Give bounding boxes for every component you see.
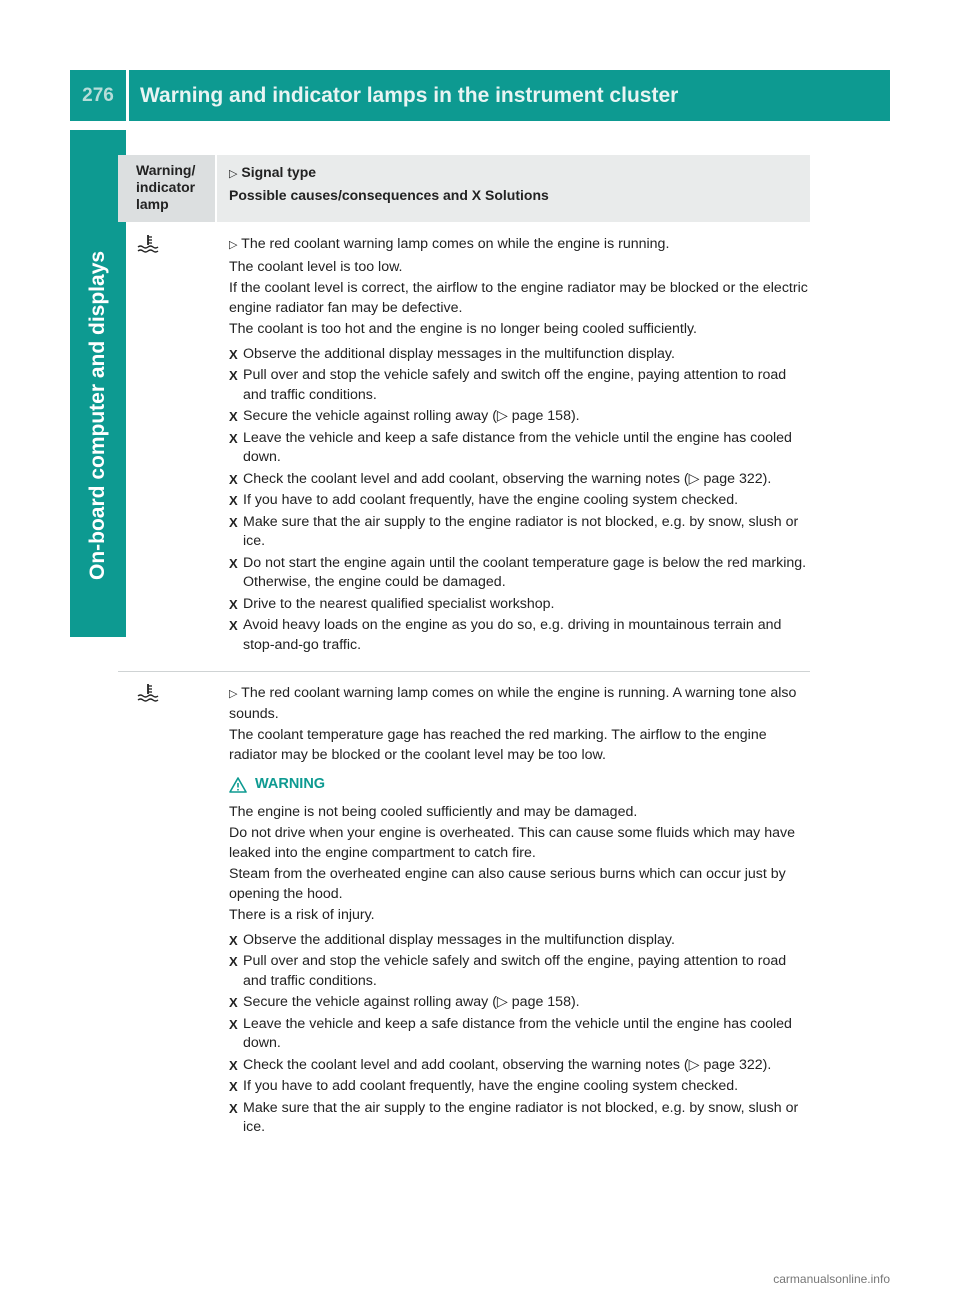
step-marker-icon: X bbox=[229, 618, 238, 633]
solution-step: X Observe the additional display messages in the multifunction display. bbox=[229, 345, 810, 365]
warning-text: The engine is not being cooled sufficiently and may be damaged. bbox=[229, 803, 638, 820]
step-marker-icon: X bbox=[229, 514, 238, 530]
signal-marker-icon: ▷ bbox=[229, 239, 238, 251]
solution-step: X Leave the vehicle and keep a safe distance from the vehicle until the engine has cooled down. bbox=[229, 1015, 792, 1051]
cause-text: If the coolant level is correct, the airflow to the engine radiator may be blocked or the electric engine radiator fan may be defective. bbox=[229, 280, 808, 316]
coolant-temperature-icon bbox=[136, 682, 196, 709]
header-lamp-line: Warning/ bbox=[136, 162, 196, 178]
solution-step: X Make sure that the air supply to the engine radiator is not blocked, e.g. by snow, slush or ice. bbox=[229, 513, 799, 549]
step-marker-icon: X bbox=[229, 995, 238, 1010]
solution-step: X Pull over and stop the vehicle safely and switch off the engine, paying attention to road and traffic conditions. bbox=[229, 953, 787, 989]
header-solutions: Solutions bbox=[485, 187, 549, 203]
solution-step: X Secure the vehicle against rolling away (▷ page 158). bbox=[229, 407, 810, 427]
row-content bbox=[118, 684, 810, 795]
step-marker-icon: X bbox=[229, 596, 238, 612]
footer-watermark: carmanualsonline.info bbox=[773, 1272, 890, 1286]
page-title: Warning and indicator lamps in the instrument cluster bbox=[140, 84, 679, 107]
step-marker-icon: X bbox=[229, 1100, 238, 1116]
step-marker-icon: X bbox=[229, 430, 238, 446]
step-marker-icon: X bbox=[229, 346, 238, 362]
warning-triangle-icon bbox=[229, 777, 247, 793]
step-marker-icon: X bbox=[229, 409, 238, 424]
solution-step: X If you have to add coolant frequently, have the engine cooling system checked. bbox=[229, 491, 810, 511]
coolant-temperature-icon bbox=[136, 233, 196, 260]
header-lamp-line: indicator bbox=[136, 179, 196, 195]
header-signal-type: Signal type bbox=[241, 164, 317, 180]
step-marker-icon: X bbox=[229, 471, 238, 487]
warning-lamp-table bbox=[118, 155, 810, 1140]
solution-step: X Do not start the engine again until the coolant temperature gage is below the red marking. Otherwise, the engine could be damaged. bbox=[229, 554, 807, 590]
row-content-continued bbox=[118, 803, 810, 1138]
table-row bbox=[118, 672, 810, 1138]
table-row bbox=[118, 222, 810, 655]
step-marker-icon: X bbox=[229, 555, 238, 571]
step-marker-icon: X bbox=[229, 493, 238, 508]
signal-marker-icon: ▷ bbox=[229, 168, 238, 180]
table-header-signal bbox=[217, 155, 810, 222]
cause-text: The coolant is too hot and the engine is no longer being cooled sufficiently. bbox=[229, 321, 697, 337]
cause-text: The coolant level is too low. bbox=[229, 258, 403, 275]
step-marker-icon: X bbox=[229, 1057, 238, 1073]
warning-heading bbox=[229, 775, 810, 795]
header-lamp-line: lamp bbox=[136, 196, 169, 212]
solution-step: X If you have to add coolant frequently, have the engine cooling system checked. bbox=[229, 1077, 810, 1097]
page-number: 276 bbox=[82, 85, 114, 106]
step-marker-icon: X bbox=[471, 187, 482, 203]
solution-step: X Secure the vehicle against rolling away (▷ page 158). bbox=[229, 993, 810, 1013]
step-marker-icon: X bbox=[229, 1079, 238, 1094]
header-divider bbox=[126, 70, 129, 121]
solution-step: X Pull over and stop the vehicle safely and switch off the engine, paying attention to road and traffic conditions. bbox=[229, 367, 787, 403]
table-header bbox=[118, 155, 810, 222]
solution-step: X Observe the additional display messages in the multifunction display. bbox=[229, 931, 810, 951]
warning-text: Do not drive when your engine is overheated. This can cause some fluids which may have leaked into the engine compartment to catch fire. bbox=[229, 825, 795, 861]
step-marker-icon: X bbox=[229, 932, 238, 948]
signal-description: The red coolant warning lamp comes on while the engine is running. bbox=[241, 236, 670, 252]
solution-step: X Leave the vehicle and keep a safe distance from the vehicle until the engine has cooled down. bbox=[229, 429, 792, 465]
solution-step: X Make sure that the air supply to the engine radiator is not blocked, e.g. by snow, slush or ice. bbox=[229, 1099, 799, 1135]
table-header-lamp bbox=[118, 155, 215, 222]
solution-step: X Avoid heavy loads on the engine as you do so, e.g. driving in mountainous terrain and stop-and-go traffic. bbox=[229, 617, 782, 653]
side-label: On-board computer and displays bbox=[86, 250, 109, 580]
step-marker-icon: X bbox=[229, 1016, 238, 1032]
step-marker-icon: X bbox=[229, 954, 238, 969]
row-content bbox=[229, 235, 810, 655]
signal-description: The red coolant warning lamp comes on while the engine is running. A warning tone also sounds. bbox=[229, 685, 797, 722]
warning-text: Steam from the overheated engine can also cause serious burns which can occur just by opening the hood. bbox=[229, 866, 786, 902]
solution-step: X Check the coolant level and add coolant, observing the warning notes (▷ page 322). bbox=[229, 1056, 810, 1076]
header-causes: Possible causes/consequences and bbox=[229, 187, 468, 203]
step-marker-icon: X bbox=[229, 368, 238, 383]
warning-text: There is a risk of injury. bbox=[229, 907, 375, 923]
warning-label: WARNING bbox=[255, 776, 326, 792]
solution-step: X Drive to the nearest qualified specialist workshop. bbox=[229, 595, 810, 615]
signal-marker-icon: ▷ bbox=[229, 688, 238, 700]
cause-text: The coolant temperature gage has reached the red marking. The airflow to the engine radiator may be blocked or the coolant level may be too low. bbox=[229, 727, 767, 763]
solution-step: X Check the coolant level and add coolant, observing the warning notes (▷ page 322). bbox=[229, 470, 810, 490]
